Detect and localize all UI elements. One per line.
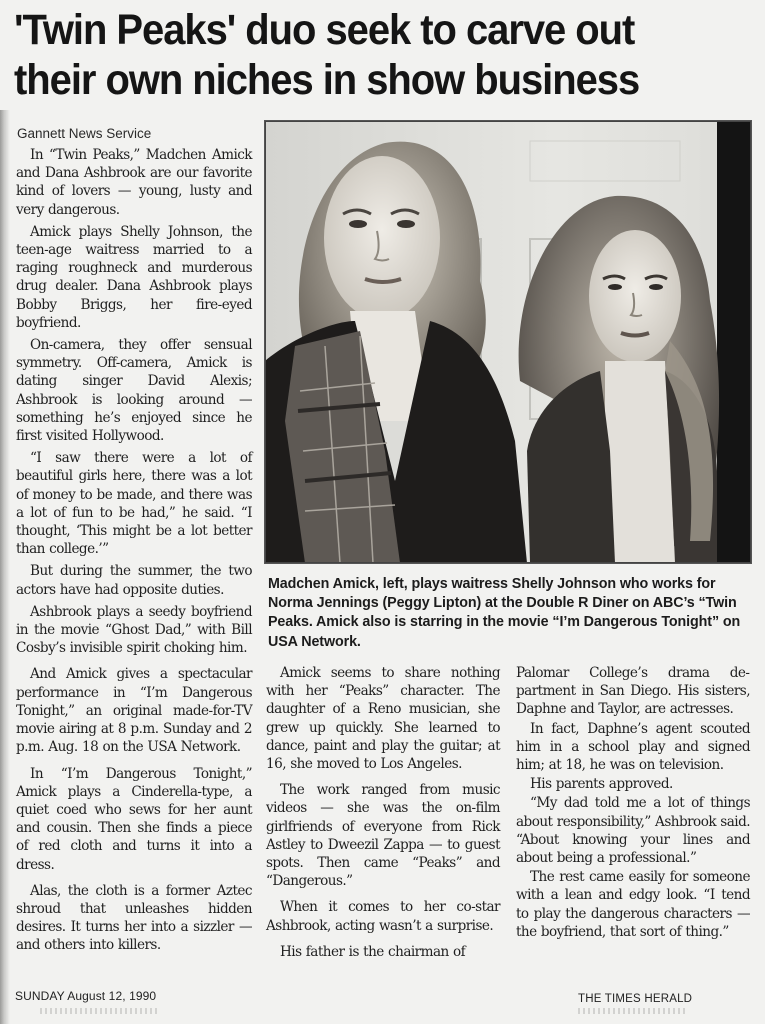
- byline: Gannett News Service: [17, 126, 152, 141]
- paragraph: In “I’m Dangerous Tonight,” Amick plays a Cinderella-type, a quiet coed who sews for her aunt and cousin. Then she finds a piece of red cloth and turns it into a dress.: [16, 765, 252, 873]
- paragraph: The work ranged from music videos — she was the on-film girlfriends of everyone from Rick Astley to Dweezil Zappa — to guest spots. Then came “Peaks” and “Dangerous.”: [266, 782, 500, 890]
- paragraph: His father is the chairman of: [280, 943, 466, 960]
- paragraph: On-camera, they offer sensual symmetry. Off-camera, Amick is dating singer David Alexis; Ashbrook is looking around — something he’s enjoyed since he first visited Hollywood.: [16, 337, 252, 445]
- paragraph: But during the summer, the two actors have had opposite duties.: [16, 563, 252, 598]
- footer-date: SUNDAY August 12, 1990: [15, 989, 157, 1003]
- paragraph: “My dad told me a lot of things about responsibility,” Ashbrook said. “About knowing your lines and about being a professional.”: [516, 795, 750, 867]
- paragraph: His parents approved.: [530, 776, 673, 793]
- headline: 'Twin Peaks' duo seek to carve out their own niches in show business: [14, 7, 640, 104]
- paragraph: In “Twin Peaks,” Madchen Amick and Dana Ashbrook are our favorite kind of lovers — young, lusty and very dangerous.: [16, 147, 252, 218]
- paragraph: When it comes to her co-star Ashbrook, acting wasn’t a surprise.: [266, 899, 500, 934]
- article-column-3: [516, 664, 750, 942]
- footer-newspaper-name: THE TIMES HERALD: [578, 993, 693, 1005]
- paragraph: In fact, Daphne’s agent scouted him in a school play and signed him; at 18, he was on television.: [516, 720, 750, 774]
- paragraph: “I saw there were a lot of beautiful girls here, there was a lot of money to be made, and there was a lot of fun to be had,” he said. “I thought, ‘This might be a lot better than college.’”: [16, 450, 252, 558]
- paragraph: Alas, the cloth is a former Aztec shroud that unleashes hidden desires. It turns her into a sizzler — and others into killers.: [16, 882, 252, 954]
- article-column-1: [16, 146, 252, 959]
- photo-caption: Madchen Amick, left, plays waitress Shelly Johnson who works for Norma Jennings (Peggy Lipton) at the Double R Diner on ABC’s “Twin Peaks. Amick also is starring in the movie “I’m Dangerous Tonight” on USA Network.: [268, 576, 741, 650]
- article-photo: [264, 120, 752, 564]
- paragraph: Amick seems to share nothing with her “Peaks” character. The daughter of a Reno musician, she grew up quickly. She learned to dance, paint and play the guitar; at 16, she moved to Los Angeles.: [266, 665, 500, 773]
- paragraph: Palomar College’s drama department in San Diego. His sisters, Daphne and Taylor, are actresses.: [516, 665, 750, 718]
- paragraph: Ashbrook plays a seedy boyfriend in the movie “Ghost Dad,” with Bill Cosby’s invisible spirit choking him.: [16, 603, 252, 657]
- article-column-2: [266, 664, 500, 965]
- paragraph: The rest came easily for someone with a lean and edgy look. “I tend to play the dangerous characters — the boyfriend, that sort of thing.”: [516, 869, 750, 940]
- photo-illustration: [265, 121, 751, 563]
- paragraph: And Amick gives a spectacular performance in “I’m Dangerous Tonight,” an original made-for-TV movie airing at 8 p.m. Sunday and 2 p.m. Aug. 18 on the USA Network.: [16, 666, 252, 756]
- page-edge-shadow: [0, 110, 10, 1024]
- footer-scan-noise: [578, 1008, 688, 1014]
- footer-scan-noise: [40, 1008, 160, 1014]
- paragraph: Amick plays Shelly Johnson, the teen-age waitress married to a raging roughneck and murderous drug dealer. Dana Ashbrook plays Bobby Briggs, her fire-eyed boyfriend.: [16, 223, 252, 331]
